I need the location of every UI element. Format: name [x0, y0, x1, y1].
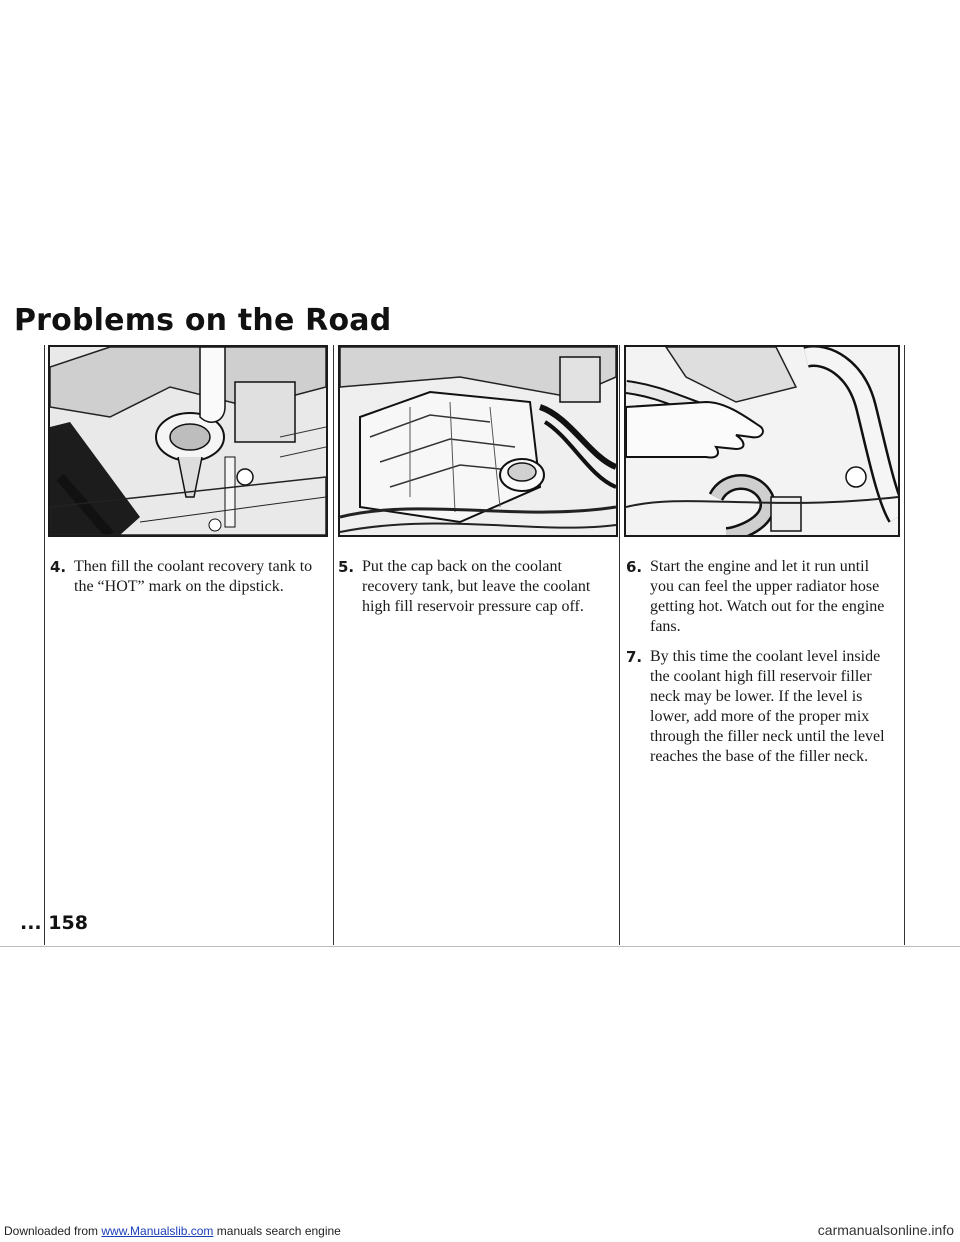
column-divider-right [904, 345, 905, 945]
column-divider-2 [619, 345, 620, 945]
column-divider-left [44, 345, 45, 945]
download-credit-suffix: manuals search engine [213, 1224, 341, 1238]
bottom-rule [0, 946, 960, 947]
download-credit [4, 1224, 341, 1238]
step-number: 5. [338, 558, 355, 576]
list-item [626, 557, 896, 637]
step-text: Put the cap back on the coolant recovery tank, but leave the coolant high fill reservoir pressure cap off. [362, 558, 591, 615]
download-credit-prefix: Downloaded from [4, 1224, 102, 1238]
list-item [626, 647, 896, 767]
page-title: Problems on the Road [14, 303, 392, 338]
step-number: 4. [50, 558, 67, 576]
step-text: Start the engine and let it run until you can feel the upper radiator hose getting hot. Watch out for the engine fans. [650, 558, 885, 635]
step-number: 7. [626, 648, 643, 666]
figure-upper-radiator-hose [624, 345, 900, 537]
column-divider-1 [333, 345, 334, 945]
steps-column-3 [626, 557, 896, 777]
step-number: 6. [626, 558, 643, 576]
figure-recovery-tank-cap [338, 345, 618, 537]
steps-column-1 [50, 557, 326, 607]
watermark: carmanualsonline.info [817, 1222, 954, 1238]
step-text: By this time the coolant level inside the coolant high fill reservoir filler neck may be lower. If the level is lower, add more of the proper mix through the filler neck until the level reaches the base of the filler neck. [650, 648, 885, 765]
steps-column-2 [338, 557, 608, 627]
figure-fill-recovery-tank [48, 345, 328, 537]
page-number: ... 158 [20, 912, 88, 934]
step-text: Then fill the coolant recovery tank to the “HOT” mark on the dipstick. [74, 558, 313, 595]
manualslib-link[interactable]: www.Manualslib.com [101, 1224, 214, 1238]
list-item [338, 557, 608, 617]
list-item [50, 557, 326, 597]
